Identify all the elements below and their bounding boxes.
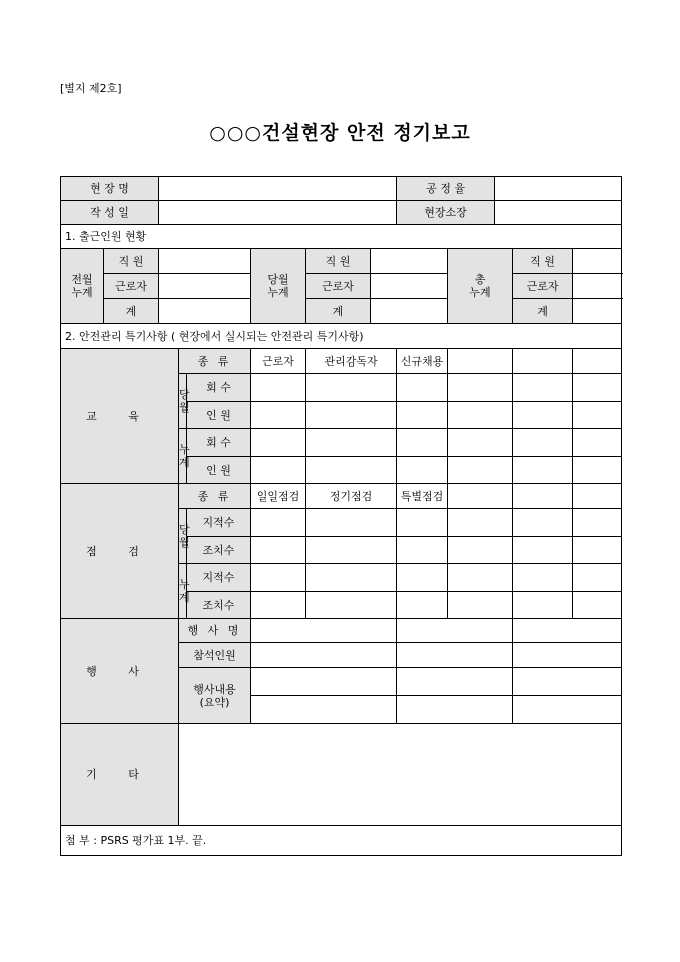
insp-cell[interactable] (513, 564, 573, 592)
total-staff-label: 직 원 (513, 249, 573, 274)
total-sum-label: 계 (513, 299, 573, 324)
inspection-month-actions-label: 조치수 (187, 537, 251, 564)
site-name-label: 현 장 명 (61, 177, 159, 201)
insp-cell[interactable] (448, 592, 513, 619)
education-col-workers: 근로자 (251, 349, 306, 374)
inspection-col-special: 특별점검 (397, 484, 448, 509)
event-cell[interactable] (397, 668, 513, 696)
total-workers-field[interactable] (573, 274, 622, 299)
inspection-col-regular: 정기점검 (306, 484, 397, 509)
edu-cell[interactable] (251, 374, 306, 402)
education-month-count-label: 회 수 (187, 374, 251, 402)
site-manager-label: 현장소장 (397, 201, 495, 225)
edu-cell[interactable] (306, 429, 397, 457)
insp-cell[interactable] (448, 537, 513, 564)
month-workers-label: 근로자 (306, 274, 371, 299)
prev-workers-field[interactable] (159, 274, 251, 299)
education-kind-label: 종 류 (179, 349, 251, 374)
this-month-cumulative-label: 당월 누계 (251, 249, 306, 324)
insp-cell[interactable] (513, 537, 573, 564)
edu-cell[interactable] (513, 457, 573, 484)
event-cell[interactable] (513, 668, 622, 696)
total-workers-label: 근로자 (513, 274, 573, 299)
edu-cell[interactable] (397, 429, 448, 457)
event-content-label: 행사내용 (요약) (179, 668, 251, 724)
inspection-kind-label: 종 류 (179, 484, 251, 509)
month-sum-field[interactable] (371, 299, 448, 324)
prev-staff-field[interactable] (159, 249, 251, 274)
edu-cell[interactable] (448, 402, 513, 429)
edu-cell[interactable] (448, 457, 513, 484)
event-cell[interactable] (251, 619, 397, 643)
event-cell[interactable] (513, 619, 622, 643)
insp-cell[interactable] (397, 592, 448, 619)
prev-sum-field[interactable] (159, 299, 251, 324)
edu-cell[interactable] (306, 402, 397, 429)
edu-cell[interactable] (251, 402, 306, 429)
attendance-section-title: 1. 출근인원 현황 (61, 225, 622, 249)
event-cell[interactable] (251, 696, 397, 724)
inspection-month-label: 당 월 (179, 509, 187, 564)
event-cell[interactable] (513, 643, 622, 668)
event-cell[interactable] (513, 696, 622, 724)
insp-cell[interactable] (573, 592, 622, 619)
edu-cell[interactable] (573, 374, 622, 402)
education-extra-header-3[interactable] (573, 349, 622, 374)
edu-cell[interactable] (573, 402, 622, 429)
edu-cell[interactable] (306, 457, 397, 484)
education-col-new-hires: 신규채용 (397, 349, 448, 374)
other-label: 기 타 (61, 724, 179, 826)
inspection-col-daily: 일일점검 (251, 484, 306, 509)
date-field[interactable] (159, 201, 397, 225)
insp-cell[interactable] (397, 509, 448, 537)
insp-cell[interactable] (251, 564, 306, 592)
edu-cell[interactable] (513, 429, 573, 457)
insp-cell[interactable] (573, 537, 622, 564)
special-section-title: 2. 안전관리 특기사항 ( 현장에서 실시되는 안전관리 특기사항) (61, 324, 622, 349)
insp-cell[interactable] (306, 509, 397, 537)
month-workers-field[interactable] (371, 274, 448, 299)
edu-cell[interactable] (397, 374, 448, 402)
education-month-label: 당 월 (179, 374, 187, 429)
safety-report-table (60, 176, 622, 856)
inspection-cumulative-label: 누 계 (179, 564, 187, 619)
insp-cell[interactable] (251, 592, 306, 619)
prev-workers-label: 근로자 (104, 274, 159, 299)
month-staff-field[interactable] (371, 249, 448, 274)
insp-cell[interactable] (448, 564, 513, 592)
education-label: 교 육 (61, 349, 179, 484)
document-title: ○○○건설현장 안전 정기보고 (209, 122, 471, 144)
edu-cell[interactable] (251, 457, 306, 484)
event-label: 행 사 (61, 619, 179, 724)
edu-cell[interactable] (448, 374, 513, 402)
insp-cell[interactable] (573, 564, 622, 592)
insp-cell[interactable] (251, 537, 306, 564)
event-cell[interactable] (251, 643, 397, 668)
prev-month-cumulative-label: 전월 누계 (61, 249, 104, 324)
event-cell[interactable] (397, 643, 513, 668)
education-extra-header-2[interactable] (513, 349, 573, 374)
education-cum-count-label: 회 수 (187, 429, 251, 457)
edu-cell[interactable] (448, 429, 513, 457)
event-name-label: 행 사 명 (179, 619, 251, 643)
edu-cell[interactable] (397, 457, 448, 484)
insp-cell[interactable] (306, 592, 397, 619)
edu-cell[interactable] (513, 374, 573, 402)
other-field[interactable] (179, 724, 622, 826)
form-number-label: [별지 제2호] (60, 82, 122, 95)
inspection-cum-actions-label: 조치수 (187, 592, 251, 619)
inspection-extra-header-3[interactable] (573, 484, 622, 509)
education-cumulative-label: 누 계 (179, 429, 187, 484)
month-sum-label: 계 (306, 299, 371, 324)
event-cell[interactable] (251, 668, 397, 696)
prev-staff-label: 직 원 (104, 249, 159, 274)
education-col-supervisors: 관리감독자 (306, 349, 397, 374)
edu-cell[interactable] (397, 402, 448, 429)
event-cell[interactable] (397, 619, 513, 643)
education-month-people-label: 인 원 (187, 402, 251, 429)
insp-cell[interactable] (306, 564, 397, 592)
insp-cell[interactable] (448, 509, 513, 537)
inspection-extra-header-1[interactable] (448, 484, 513, 509)
date-label: 작 성 일 (61, 201, 159, 225)
insp-cell[interactable] (513, 509, 573, 537)
insp-cell[interactable] (397, 564, 448, 592)
progress-rate-field[interactable] (495, 177, 622, 201)
month-staff-label: 직 원 (306, 249, 371, 274)
inspection-label: 점 검 (61, 484, 179, 619)
attachment-note: 첨 부 : PSRS 평가표 1부. 끝. (61, 826, 622, 856)
edu-cell[interactable] (573, 457, 622, 484)
prev-sum-label: 계 (104, 299, 159, 324)
edu-cell[interactable] (513, 402, 573, 429)
total-cumulative-label: 총 누계 (448, 249, 513, 324)
event-cell[interactable] (397, 696, 513, 724)
edu-cell[interactable] (573, 429, 622, 457)
site-manager-field[interactable] (495, 201, 622, 225)
edu-cell[interactable] (251, 429, 306, 457)
education-extra-header-1[interactable] (448, 349, 513, 374)
education-cum-people-label: 인 원 (187, 457, 251, 484)
event-attendees-label: 참석인원 (179, 643, 251, 668)
insp-cell[interactable] (513, 592, 573, 619)
inspection-month-findings-label: 지적수 (187, 509, 251, 537)
total-staff-field[interactable] (573, 249, 622, 274)
insp-cell[interactable] (306, 537, 397, 564)
progress-rate-label: 공 정 율 (397, 177, 495, 201)
insp-cell[interactable] (573, 509, 622, 537)
total-sum-field[interactable] (573, 299, 622, 324)
edu-cell[interactable] (306, 374, 397, 402)
insp-cell[interactable] (397, 537, 448, 564)
inspection-extra-header-2[interactable] (513, 484, 573, 509)
inspection-cum-findings-label: 지적수 (187, 564, 251, 592)
insp-cell[interactable] (251, 509, 306, 537)
site-name-field[interactable] (159, 177, 397, 201)
